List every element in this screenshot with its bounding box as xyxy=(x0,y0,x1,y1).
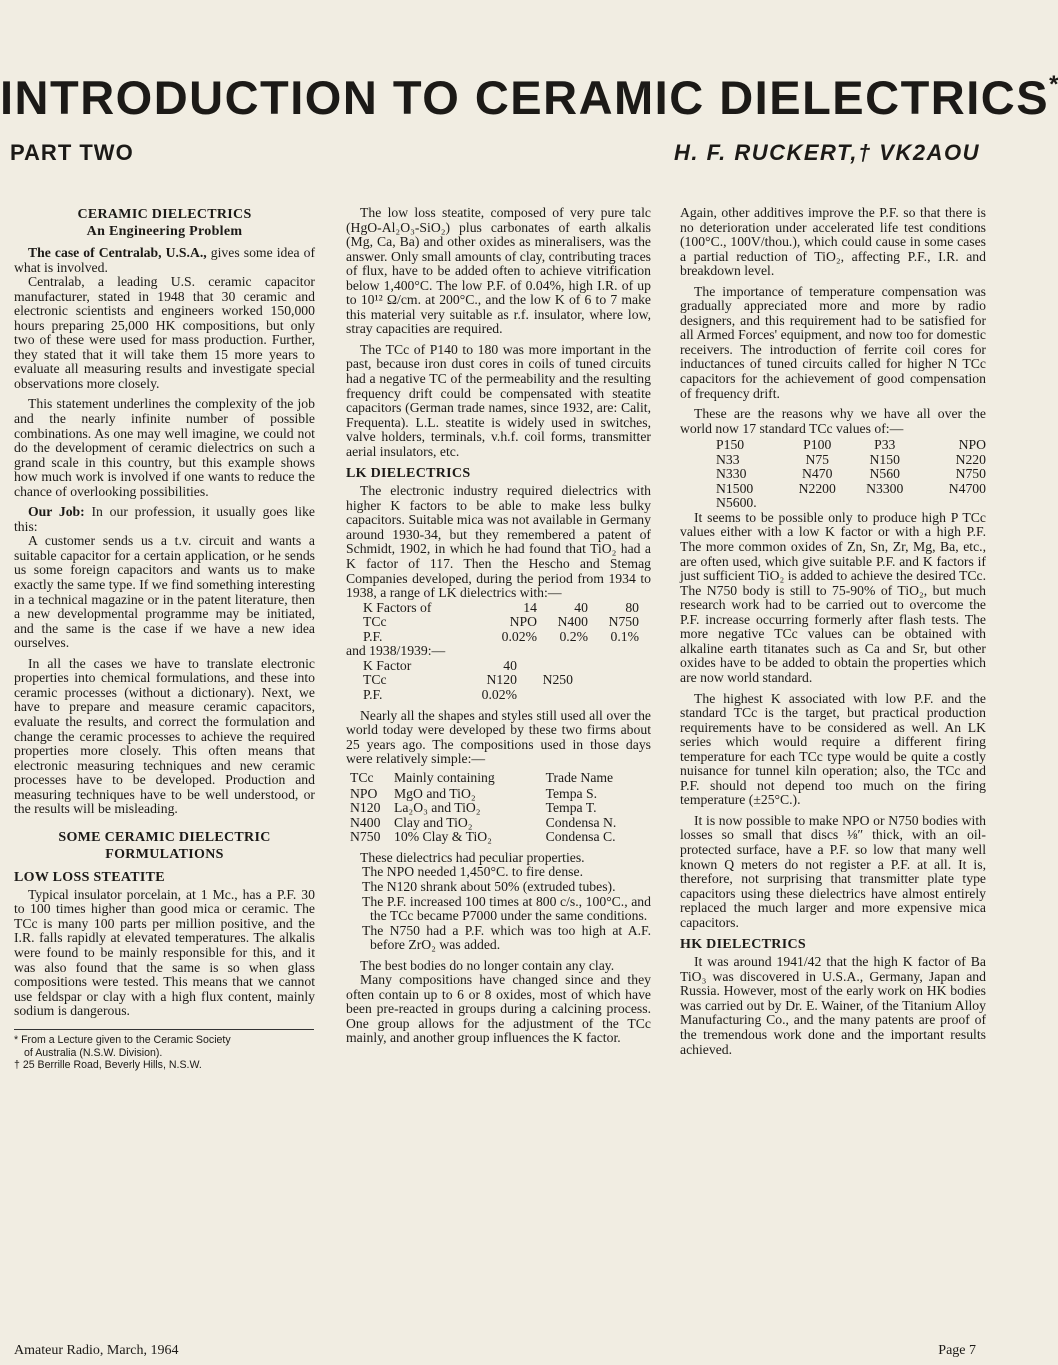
list-item: The N120 shrank about 50% (extruded tubes). xyxy=(362,878,616,894)
section-heading: CERAMIC DIELECTRICS xyxy=(77,207,252,222)
composition-table: TCc Mainly containing Trade Name NPO MgO and TiO₂ Tempa S. N120 La₂O₃ and TiO₂ Tempa T. N400 Clay and TiO₂ Condensa N. N750 10% Clay & TiO₂ Condensa C. xyxy=(350,769,617,845)
footnotes: * From a Lecture given to the Ceramic Society of Australia (N.S.W. Division). † 25 Berrille Road, Beverly Hills, N.S.W. xyxy=(14,1033,231,1072)
paragraph: Typical insulator porcelain, at 1 Mc., has a P.F. 30 to 100 times higher than good mica or ceramic. The TCc is many 100 parts per million positive, and the I.R. falls rapidly at elevated temperatures. The alkalis were found to be mainly responsible for this, and it was also found that the same is so when glass compositions were tested. This means that we cannot use feldspar or clay with a high flux content, mainly sodium is dangerous. xyxy=(14,886,315,1019)
lk-table-2: K Factor 40 TCc N120 N250 P.F. 0.02% xyxy=(363,657,573,702)
paragraph: In all the cases we have to translate electronic properties into chemical formulations, and these into ceramic processes (without a dictionary). Next, we have to prepare and measure ceramic capacitors, evaluate the results, and correct the formulation and change the ceramic processes to achieve the required properties more closely. This often means that electronic measuring techniques and new ceramic processes have to be developed. Production and measuring techniques have to be well understood, or the results will be misleading. xyxy=(14,655,315,817)
publication-footer: Amateur Radio, March, 1964 xyxy=(14,1343,179,1358)
paragraph: It seems to be possible only to produce high P TCc values either with a low K factor or with a high P.F. The more common oxides of Zn, Sn, Zr, Mg, Ba, etc., are often used, which give suitable P.F. and K factors if just sufficient TiO₂ is added to achieve the desired TCc. The N750 body is still to 75-90% of TiO₂, but much research work had to be carried out to overcome the P.F. increase occurring formerly after flash tests. The more negative TCc values can be obtained with alkaline earth titanates such as Ca and Sr, but other oxides have to be added to obtain the properties which are now world standard. xyxy=(680,509,986,685)
paragraph: This statement underlines the complexity of the job and the nearly infinite number of possible combinations. As one may well imagine, we could not do the development of ceramic dielectrics on such a grand scale in this country, but this example shows how much work is involved if one wants to reduce the chance of overlooking possibilities. xyxy=(14,396,315,499)
paragraph: These are the reasons why we have all over the world now 17 standard TCc values of:— xyxy=(680,406,986,436)
author: H. F. RUCKERT,† VK2AOU xyxy=(673,140,980,165)
paragraph: Our Job: In our profession, it usually goes like this: xyxy=(14,504,315,534)
subsection-heading: HK DIELECTRICS xyxy=(680,937,806,953)
paragraph: The TCc of P140 to 180 was more important in the past, because iron dust cores in coils of tuned circuits had a negative TC of the permeability and the resulting frequency drift could be compensated with steatite capacitors (German trade names, since 1932, are: Calit, Frequenta). L.L. steatite is widely used in switches, valve holders, terminals, v.h.f. coil forms, transmitter aerial insulators, etc. xyxy=(346,341,651,459)
section-heading: SOME CERAMIC DIELECTRIC xyxy=(58,829,271,845)
column-1 xyxy=(14,206,315,1072)
list-item: The N750 had a P.F. which was too high at A.F. before ZrO₂ was added. xyxy=(362,922,651,953)
paragraph: The electronic industry required dielectrics with higher K factors to be able to make less bulky capacitors. Suitable mica was not available in Germany around 1930-34, but they remembered a patent of Schmidt, 1902, in which he had found that TiO₂ had a K factor of 117. Then the Hescho and Stemag Companies developed, during the period from 1934 to 1938, a range of LK dielectrics with:— xyxy=(346,483,651,601)
paragraph: Centralab, a leading U.S. ceramic capacitor manufacturer, stated in 1948 that 30 ceramic and electronic scientists and engineers worked 150,000 hours preparing 25,000 HK compositions, but only two of these were used for mass production. Further, they stated that it will take them 15 more years to evaluate all measuring results and investigate special observations more closely. xyxy=(14,274,315,391)
paragraph: A customer sends us a t.v. circuit and wants a suitable capacitor for a certain application, or he sends us some foreign capacitors and wants us to make exactly the same type. If we find something interesting in a technical magazine or in the patent literature, then a new developmental programme may be initiated, and the same is the case if we have a new idea ourselves. xyxy=(14,533,315,651)
article-title: INTRODUCTION TO CERAMIC DIELECTRICS* xyxy=(0,71,1058,124)
subsection-heading: LOW LOSS STEATITE xyxy=(14,869,165,885)
paragraph: Many compositions have changed since and they often contain up to 6 or 8 oxides, most of which have been pre-reacted in groups during a calcining process. One group allows for the adjustment of the TCc mainly, and another group influences the K factor. xyxy=(346,972,651,1046)
footnote-rule xyxy=(14,1029,314,1030)
paragraph: Nearly all the shapes and styles still used all over the world today were developed by these two firms about 25 years ago. The compositions used in those days were relatively simple:— xyxy=(346,707,651,767)
paragraph: Again, other additives improve the P.F. so that there is no deterioration under accelerated life test conditions (100°C., 100V/thou.), which could cause in some cases a partial reduction of TiO₂, affecting P.F., I.R. and breakdown level. xyxy=(680,205,986,279)
lk-table-1: K Factors of 14 40 80 TCc NPO N400 N750 P.F. 0.02% 0.2% 0.1% xyxy=(363,599,639,644)
section-subheading: An Engineering Problem xyxy=(86,224,243,239)
paragraph: The best bodies do no longer contain any clay. xyxy=(360,957,615,973)
paragraph: It is now possible to make NPO or N750 bodies with losses so small that discs ⅛″ thick, with an oil-protected surface, have a P.F. so low that many well known Q meters do not register a P.F. at all. It is, therefore, not surprising that transmitter plate type capacitors using these dielectrics have almost entirely replaced the much larger and more expensive mica capacitors. xyxy=(680,812,986,930)
paragraph: It was around 1941/42 that the high K factor of Ba TiO₃ was discovered in U.S.A., Germany, Japan and Russia. However, most of the early work on HK bodies was carried out by Dr. E. Wainer, of the Titanium Alloy Manufacturing Co., and the many patents are proof of the tremendous work done and the important results achieved. xyxy=(680,954,986,1057)
list-item: The NPO needed 1,450°C. to fire dense. xyxy=(362,864,583,880)
list-item: The P.F. increased 100 times at 800 c/s., 100°C., and the TCc became P7000 under the same conditions. xyxy=(362,893,651,924)
paragraph: The importance of temperature compensation was gradually appreciated more and more by radio designers, and this requirement had to be satisfied for all Armed Forces' equipment, and now too for domestic receivers. The introduction of ferrite coil cores for inductances of tuned circuits called for higher N TCc capacitors for the achievement of good compensation of frequency drift. xyxy=(680,283,986,401)
paragraph: The low loss steatite, composed of very pure talc (HgO-Al₂O₃-SiO₂) plus carbonates of earth alkalis (Mg, Ca, Ba) and other oxides as mineralisers, was the answer. Only small amounts of clay, contributing traces of flux, have to be added often to achieve vitrification below 1,400°C. The low P.F. of 0.04%, high I.R. of up to 10¹² Ω/cm. at 200°C., and the low K of 6 to 7 make this material very suitable as r.f. insulator, where low, stray capacities are required. xyxy=(346,205,651,337)
column-2 xyxy=(346,206,651,1052)
tc-values-table: P150 P100 P33 NPO N33 N75 N150 N220 N330 N470 N560 N750 N1500 N2200 N3300 N4700 N5600. xyxy=(716,437,986,511)
column-3 xyxy=(680,206,986,1063)
subsection-heading: LK DIELECTRICS xyxy=(346,466,471,482)
paragraph: and 1938/1939:— xyxy=(346,643,446,659)
paragraph: The highest K associated with low P.F. and the standard TCc is the target, but practical production requirements have to be considered as well. An LK series which would require a different firing temperature for each TCc type would be quite a costly nuisance for tunnel kiln operation; also, the TCc and P.F. should not depend too much on the firing temperature (±25°C.). xyxy=(680,690,986,808)
paragraph: The case of Centralab, U.S.A., gives some idea of what is involved. xyxy=(14,245,316,275)
paragraph: These dielectrics had peculiar properties. xyxy=(360,849,585,865)
part-label: PART TWO xyxy=(10,140,134,165)
page-number: Page 7 xyxy=(938,1343,976,1358)
section-heading: FORMULATIONS xyxy=(105,846,224,862)
